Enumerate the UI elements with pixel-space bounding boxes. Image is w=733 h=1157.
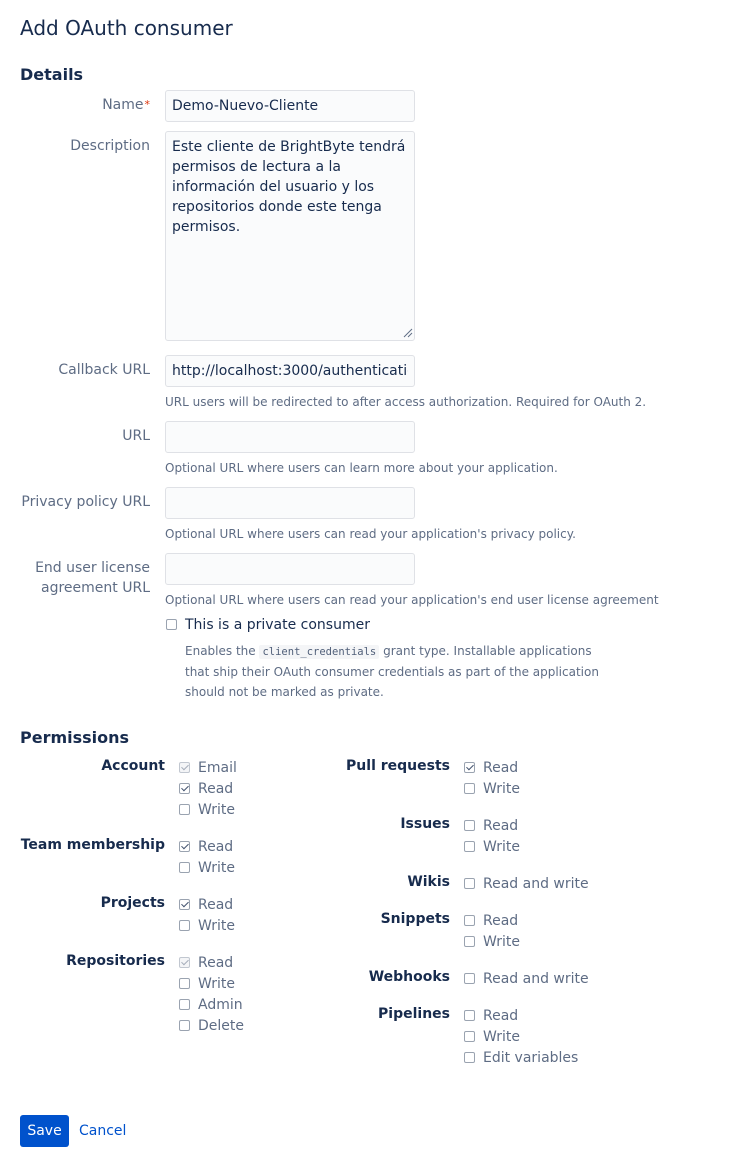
repositories-write-label: Write: [198, 976, 235, 992]
webhooks-read-write-label: Read and write: [483, 971, 589, 987]
issues-write-checkbox[interactable]: [464, 841, 475, 852]
account-email-checkbox: [179, 762, 190, 773]
perm-group-issues: Issues: [400, 816, 450, 832]
repositories-read-checkbox: [179, 957, 190, 968]
perm-group-repositories: Repositories: [66, 953, 165, 969]
wikis-read-write-checkbox[interactable]: [464, 878, 475, 889]
pipelines-edit-variables-label: Edit variables: [483, 1050, 579, 1066]
perm-group-account: Account: [101, 758, 165, 774]
callback-url-help: URL users will be redirected to after access authorization. Required for OAuth 2.: [165, 395, 647, 409]
perm-group-team-membership: Team membership: [20, 837, 165, 853]
pull-requests-read-checkbox[interactable]: [464, 762, 475, 773]
details-heading: Details: [20, 65, 84, 84]
account-write-label: Write: [198, 802, 235, 818]
privacy-url-label: Privacy policy URL: [21, 494, 150, 510]
private-help-before: Enables the: [185, 644, 256, 658]
account-email-label: Email: [198, 760, 237, 776]
pull-requests-write-label: Write: [483, 781, 520, 797]
perm-group-pull-requests: Pull requests: [346, 758, 450, 774]
cancel-link[interactable]: Cancel: [79, 1123, 127, 1139]
pull-requests-read-label: Read: [483, 760, 519, 776]
repositories-admin-label: Admin: [198, 997, 243, 1013]
privacy-url-input[interactable]: [165, 487, 415, 519]
private-consumer-checkbox[interactable]: [166, 619, 177, 630]
description-label: Description: [70, 138, 150, 154]
perm-group-projects: Projects: [100, 895, 165, 911]
eula-url-label: [35, 558, 150, 598]
callback-url-input[interactable]: [165, 355, 415, 387]
private-consumer-help: [185, 641, 615, 702]
pipelines-write-checkbox[interactable]: [464, 1031, 475, 1042]
url-help: Optional URL where users can learn more about your application.: [165, 461, 558, 475]
repositories-delete-checkbox[interactable]: [179, 1020, 190, 1031]
team-write-label: Write: [198, 860, 235, 876]
eula-url-label-line1: End user license: [35, 560, 150, 576]
pipelines-edit-variables-checkbox[interactable]: [464, 1052, 475, 1063]
team-write-checkbox[interactable]: [179, 862, 190, 873]
repositories-read-label: Read: [198, 955, 234, 971]
repositories-admin-checkbox[interactable]: [179, 999, 190, 1010]
privacy-url-help: Optional URL where users can read your application's privacy policy.: [165, 527, 576, 541]
wikis-read-write-label: Read and write: [483, 876, 589, 892]
page-title: Add OAuth consumer: [20, 16, 233, 40]
private-consumer-label: This is a private consumer: [185, 617, 370, 633]
eula-url-input[interactable]: [165, 553, 415, 585]
repositories-delete-label: Delete: [198, 1018, 244, 1034]
team-read-checkbox[interactable]: [179, 841, 190, 852]
account-read-label: Read: [198, 781, 234, 797]
pipelines-read-label: Read: [483, 1008, 519, 1024]
account-read-checkbox[interactable]: [179, 783, 190, 794]
team-read-label: Read: [198, 839, 234, 855]
projects-read-label: Read: [198, 897, 234, 913]
account-write-checkbox[interactable]: [179, 804, 190, 815]
pipelines-read-checkbox[interactable]: [464, 1010, 475, 1021]
name-input[interactable]: [165, 90, 415, 122]
description-textarea[interactable]: [165, 131, 415, 341]
save-button[interactable]: Save: [20, 1115, 69, 1147]
pull-requests-write-checkbox[interactable]: [464, 783, 475, 794]
projects-write-checkbox[interactable]: [179, 920, 190, 931]
name-label-text: Name: [102, 97, 144, 113]
webhooks-read-write-checkbox[interactable]: [464, 973, 475, 984]
perm-group-webhooks: Webhooks: [368, 969, 450, 985]
issues-read-label: Read: [483, 818, 519, 834]
snippets-read-checkbox[interactable]: [464, 915, 475, 926]
private-help-after: grant type. Installable applications that ship their OAuth consumer credentials as part of the application should not be marked as private.: [185, 644, 599, 699]
perm-group-snippets: Snippets: [380, 911, 450, 927]
issues-write-label: Write: [483, 839, 520, 855]
perm-group-pipelines: Pipelines: [378, 1006, 450, 1022]
projects-read-checkbox[interactable]: [179, 899, 190, 910]
projects-write-label: Write: [198, 918, 235, 934]
pipelines-write-label: Write: [483, 1029, 520, 1045]
url-label: URL: [122, 428, 150, 444]
name-label: [102, 95, 150, 115]
eula-url-label-line2: agreement URL: [41, 580, 150, 596]
snippets-write-label: Write: [483, 934, 520, 950]
grant-type-code: client_credentials: [259, 645, 379, 659]
perm-group-wikis: Wikis: [407, 874, 450, 890]
repositories-write-checkbox[interactable]: [179, 978, 190, 989]
issues-read-checkbox[interactable]: [464, 820, 475, 831]
callback-url-label: Callback URL: [58, 362, 150, 378]
permissions-heading: Permissions: [20, 728, 130, 747]
snippets-read-label: Read: [483, 913, 519, 929]
eula-url-help: Optional URL where users can read your application's end user license agreement: [165, 593, 659, 607]
required-mark: *: [144, 98, 150, 111]
snippets-write-checkbox[interactable]: [464, 936, 475, 947]
url-input[interactable]: [165, 421, 415, 453]
